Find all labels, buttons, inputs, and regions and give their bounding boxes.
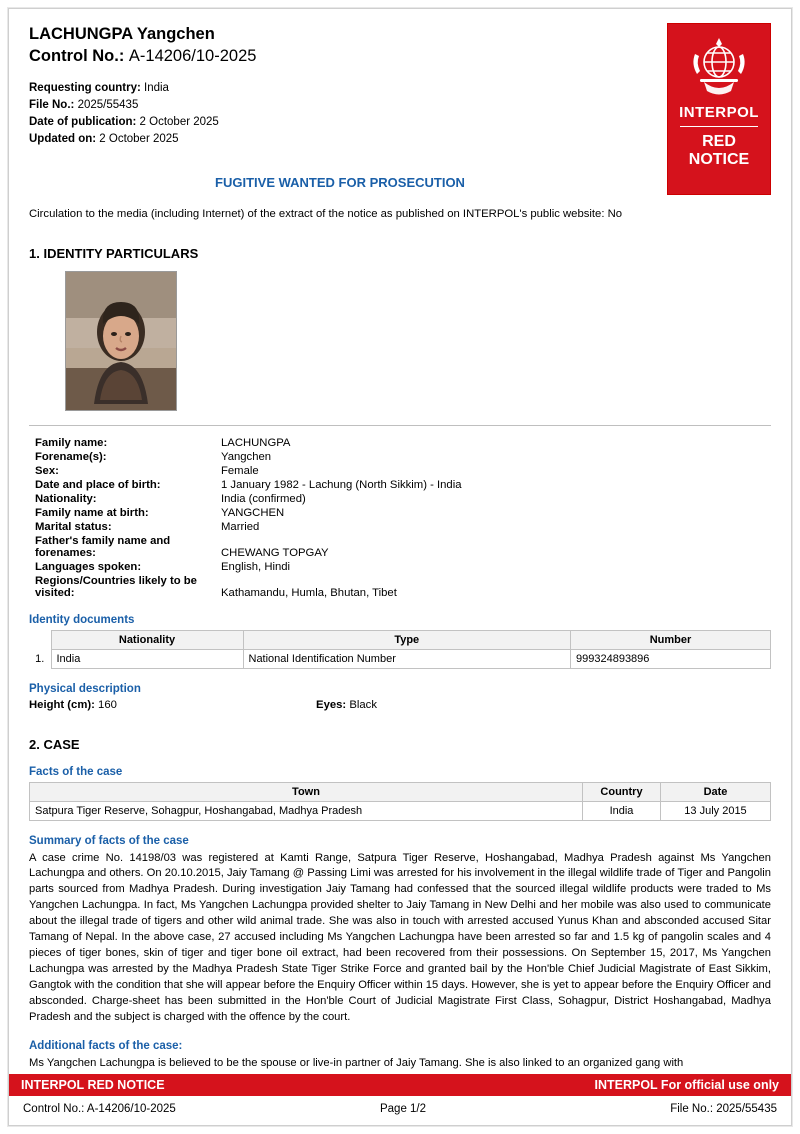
identity-documents-title: Identity documents bbox=[29, 613, 135, 626]
field-value: CHEWANG TOPGAY bbox=[221, 546, 329, 559]
additional-facts-title: Additional facts of the case: bbox=[29, 1039, 183, 1052]
control-no-label: Control No.: bbox=[29, 47, 125, 66]
field-label: Forename(s): bbox=[35, 450, 107, 463]
section-identity-particulars-title: 1. IDENTITY PARTICULARS bbox=[29, 245, 199, 261]
logo-divider bbox=[680, 126, 758, 127]
physical-description-title: Physical description bbox=[29, 682, 141, 695]
interpol-globe-emblem bbox=[687, 32, 751, 102]
notice-header bbox=[29, 23, 771, 220]
table-row bbox=[30, 801, 771, 820]
notice-content bbox=[9, 9, 791, 1071]
date-of-publication-value: 2 October 2025 bbox=[139, 116, 219, 129]
page-title bbox=[29, 23, 771, 68]
field-value: 1 January 1982 - Lachung (North Sikkim) - India bbox=[221, 478, 462, 491]
table-row bbox=[29, 464, 771, 478]
header-metadata bbox=[29, 80, 771, 149]
field-label: Regions/Countries likely to be visited: bbox=[35, 574, 197, 599]
field-value: YANGCHEN bbox=[221, 506, 285, 519]
field-label: Father's family name and forenames: bbox=[35, 534, 171, 559]
row-index: 1. bbox=[29, 649, 51, 668]
meta-row bbox=[29, 131, 771, 148]
field-value: LACHUNGPA bbox=[221, 436, 291, 449]
footer-bar-left-label: INTERPOL RED NOTICE bbox=[21, 1078, 165, 1092]
cell-country: India bbox=[583, 801, 661, 820]
field-value: Married bbox=[221, 520, 260, 533]
cell-nationality: India bbox=[51, 649, 243, 668]
col-number: Number bbox=[571, 630, 771, 649]
table-header-row bbox=[29, 630, 771, 649]
subject-name: LACHUNGPA Yangchen bbox=[29, 25, 215, 43]
field-value: India (confirmed) bbox=[221, 492, 306, 505]
meta-row bbox=[29, 114, 771, 131]
requesting-country-value: India bbox=[144, 81, 169, 94]
meta-row bbox=[29, 80, 771, 97]
identity-documents-table bbox=[29, 630, 771, 669]
field-label: Sex: bbox=[35, 464, 59, 477]
footer-control-no-label: Control No.: bbox=[23, 1103, 85, 1115]
summary-of-facts-text: A case crime No. 14198/03 was registered at Kamti Range, Satpura Tiger Reserve, Hoshangabad, Madhya Pradesh against Ms Yangchen Lachungpa and others. On 20.10.2015, Jaiy Tamang @ Passing Limi was arrested for his involvement in the illegal wildlife trade of Tiger and Pangolin parts sourced from Madhya Pradesh. During investigation Jaiy Tamang had confessed that the sourced illegal wildlife products were traded to Ms Yangchen Lachungpa. In fact, Ms Yangchen Lachungpa provided shelter to Jaiy Tamang in New Delhi and her mobile was also used to communicate about the illegal trade of tigers and other wild animal trade. She was also in touch with arrested accused Yunus Khan and absconded accused Sitar Tamang of Nepal. In the above case, 27 accused including Ms Yangchen Lachungpa have been arrested so far and 1.5 kg of pangolin scales and 4 pieces of tiger bones, skin of tiger and tiger bone oil extract, had been recovered from their possessions. On September 15, 2017, Ms Yangchen Lachungpa was arrested by the Madhya Pradesh State Tiger Strike Force and granted bail by the Hon'ble Chief Judicial Magistrate of East Sikkim, Gangtok with the condition that she will appear before the Enquiry Officer within 15 days. However, she is yet to appear before the Enquiry Officer and absconded. Charge-sheet has been submitted in the Hon'ble Court of Judicial Magistrate First Class, Sohagpur, District Hoshangabad, Madhya Pradesh and the subject is charged with the offence by the court. bbox=[29, 851, 771, 1023]
col-date: Date bbox=[661, 782, 771, 801]
table-row bbox=[29, 506, 771, 520]
interpol-red-notice-logo bbox=[667, 23, 771, 195]
col-nationality: Nationality bbox=[51, 630, 243, 649]
footer-file-no-value: 2025/55435 bbox=[716, 1103, 777, 1115]
footer-file-no-label: File No.: bbox=[670, 1103, 714, 1115]
additional-facts-text: Ms Yangchen Lachungpa is believed to be the spouse or live-in partner of Jaiy Tamang. She is also linked to an organized gang with bbox=[29, 1056, 684, 1069]
requesting-country-label: Requesting country: bbox=[29, 81, 141, 94]
notice-footer bbox=[9, 1074, 791, 1125]
cell-town: Satpura Tiger Reserve, Sohagpur, Hoshangabad, Madhya Pradesh bbox=[30, 801, 583, 820]
field-label: Languages spoken: bbox=[35, 560, 142, 573]
height-value: 160 bbox=[98, 698, 117, 711]
table-row bbox=[29, 436, 771, 450]
field-value: Female bbox=[221, 464, 259, 477]
field-label: Date and place of birth: bbox=[35, 478, 161, 491]
field-label: Nationality: bbox=[35, 492, 97, 505]
table-row bbox=[29, 478, 771, 492]
table-row bbox=[29, 492, 771, 506]
col-country: Country bbox=[583, 782, 661, 801]
footer-info-row bbox=[9, 1096, 791, 1125]
footer-file-no bbox=[670, 1103, 777, 1115]
physical-description-values bbox=[29, 699, 771, 711]
cell-date: 13 July 2015 bbox=[661, 801, 771, 820]
date-of-publication-label: Date of publication: bbox=[29, 116, 137, 129]
footer-page-number: Page 1/2 bbox=[379, 1103, 427, 1115]
facts-table bbox=[29, 782, 771, 821]
field-label: Family name: bbox=[35, 436, 108, 449]
identity-divider bbox=[29, 425, 771, 426]
facts-of-the-case-title: Facts of the case bbox=[29, 765, 123, 778]
field-label: Family name at birth: bbox=[35, 506, 149, 519]
col-type: Type bbox=[243, 630, 571, 649]
field-value: Yangchen bbox=[221, 450, 272, 463]
subject-photograph bbox=[65, 271, 177, 411]
circulation-note: Circulation to the media (including Internet) of the extract of the notice as published on INTERPOL's public website: No bbox=[29, 207, 623, 220]
height-label: Height (cm): bbox=[29, 698, 95, 711]
col-town: Town bbox=[30, 782, 583, 801]
table-header-row bbox=[30, 782, 771, 801]
notice-sheet bbox=[8, 8, 792, 1126]
field-label: Marital status: bbox=[35, 520, 112, 533]
footer-bar-right-label: INTERPOL For official use only bbox=[594, 1078, 779, 1092]
table-row bbox=[29, 520, 771, 534]
file-no-value: 2025/55435 bbox=[77, 98, 139, 111]
field-value: English, Hindi bbox=[221, 560, 291, 573]
table-row bbox=[29, 574, 771, 600]
footer-control-no-value: A-14206/10-2025 bbox=[86, 1103, 176, 1115]
notice-banner: FUGITIVE WANTED FOR PROSECUTION bbox=[215, 174, 465, 190]
meta-row bbox=[29, 97, 771, 114]
table-row bbox=[29, 450, 771, 464]
identity-particulars-table bbox=[29, 436, 771, 600]
footer-control-no bbox=[23, 1103, 176, 1115]
table-row bbox=[29, 560, 771, 574]
col-index bbox=[29, 630, 51, 649]
footer-red-bar bbox=[9, 1074, 791, 1096]
file-no-label: File No.: bbox=[29, 98, 75, 111]
updated-on-value: 2 October 2025 bbox=[99, 133, 179, 146]
control-no-value: A-14206/10-2025 bbox=[128, 47, 257, 66]
updated-on-label: Updated on: bbox=[29, 133, 97, 146]
eyes-label: Eyes: bbox=[316, 698, 347, 711]
red-notice-label-line2: NOTICE bbox=[688, 150, 750, 168]
eyes-value: Black bbox=[349, 698, 377, 711]
cell-number: 999324893896 bbox=[571, 649, 771, 668]
summary-of-facts-title: Summary of facts of the case bbox=[29, 834, 189, 847]
table-row bbox=[29, 649, 771, 668]
red-notice-label-line1: RED bbox=[702, 133, 736, 150]
cell-type: National Identification Number bbox=[243, 649, 571, 668]
section-case-title: 2. CASE bbox=[29, 736, 80, 752]
photo-container bbox=[65, 271, 771, 411]
interpol-wordmark: INTERPOL bbox=[679, 104, 759, 121]
field-value: Kathamandu, Humla, Bhutan, Tibet bbox=[221, 586, 397, 599]
table-row bbox=[29, 534, 771, 560]
